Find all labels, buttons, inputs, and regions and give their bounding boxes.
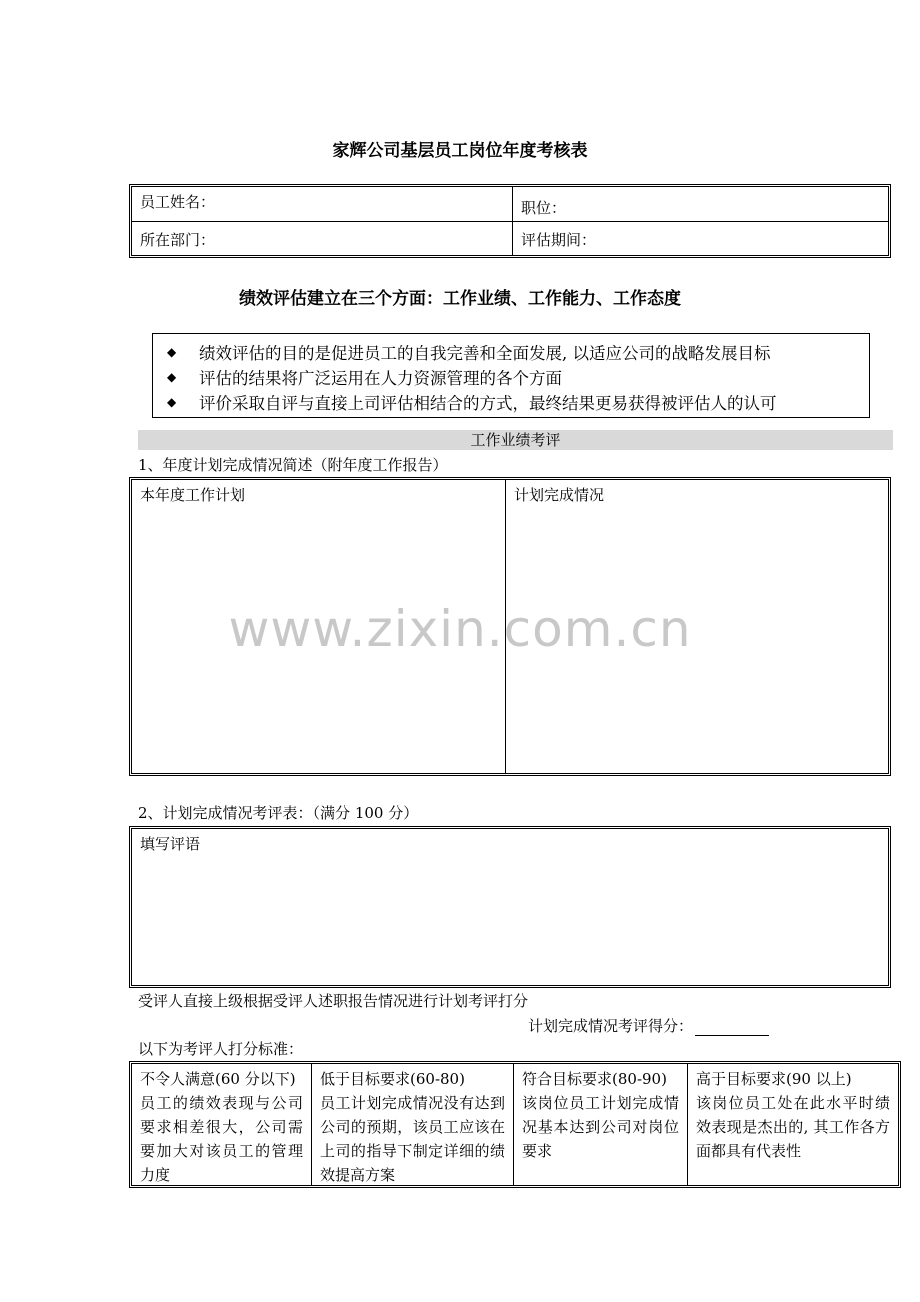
period-field[interactable] [513,225,888,255]
score-label: 计划完成情况考评得分： [528,1017,694,1035]
standard-level: 符合目标要求(80-90) [522,1070,667,1088]
position-field[interactable] [513,193,888,223]
bullet-item [167,389,869,414]
standard-intro: 以下为考评人打分标准： [138,1040,304,1058]
position-label: 职位： [521,199,567,217]
employee-name-label: 员工姓名： [140,193,216,211]
standard-desc: 员工计划完成情况没有达到公司的预期，该员工应该在上司的指导下制定详细的绩效提高方案 [320,1094,505,1184]
bullet-text: 评估的结果将广泛运用在人力资源管理的各个方面 [199,368,562,388]
employee-info-table [129,184,891,258]
standard-level: 不令人满意(60 分以下) [140,1070,296,1088]
department-field[interactable] [132,225,512,255]
standard-cell-below-target [312,1064,513,1190]
diamond-bullet-icon: ◆ [167,344,177,359]
part1-heading: 1、年度计划完成情况简述（附年度工作报告） [138,456,448,474]
part2-heading: 2、计划完成情况考评表：（满分 100 分） [138,804,419,822]
standard-desc: 员工的绩效表现与公司要求相差很大，公司需要加大对该员工的管理力度 [140,1094,303,1184]
period-label: 评估期间： [521,231,597,249]
standard-cell-unsatisfactory [132,1064,311,1190]
page-title: 家辉公司基层员工岗位年度考核表 [332,141,588,161]
scoring-note: 受评人直接上级根据受评人述职报告情况进行计划考评打分 [138,992,529,1010]
section-header-performance: 工作业绩考评 [138,430,893,450]
scoring-standards-table [129,1061,901,1188]
employee-name-field[interactable] [132,187,512,221]
comment-box[interactable] [129,826,891,988]
bullet-item [167,339,869,364]
standard-desc: 该岗位员工处在此水平时绩效表现是杰出的, 其工作各方面都具有代表性 [696,1094,890,1160]
standard-level: 高于目标要求(90 以上) [696,1070,852,1088]
standard-cell-above-target [688,1064,898,1166]
diamond-bullet-icon: ◆ [167,394,177,409]
bullet-item [167,364,869,389]
comment-label: 填写评语 [140,835,201,853]
bullet-text: 评价采取自评与直接上司评估相结合的方式，最终结果更易获得被评估人的认可 [199,393,777,413]
plan-status-label: 计划完成情况 [514,486,605,504]
department-label: 所在部门： [140,231,216,249]
standard-cell-meets-target [514,1064,687,1166]
evaluation-subtitle: 绩效评估建立在三个方面：工作业绩、工作能力、工作态度 [239,289,681,309]
standard-level: 低于目标要求(60-80) [320,1070,465,1088]
watermark-text: www.zixin.com.cn [228,600,692,658]
purpose-bullet-box [152,333,870,418]
score-line [528,1016,769,1036]
standard-desc: 该岗位员工计划完成情况基本达到公司对岗位要求 [522,1094,679,1160]
annual-plan-label: 本年度工作计划 [140,486,246,504]
bullet-text: 绩效评估的目的是促进员工的自我完善和全面发展, 以适应公司的战略发展目标 [199,343,771,363]
diamond-bullet-icon: ◆ [167,369,177,384]
score-input[interactable] [695,1019,769,1036]
